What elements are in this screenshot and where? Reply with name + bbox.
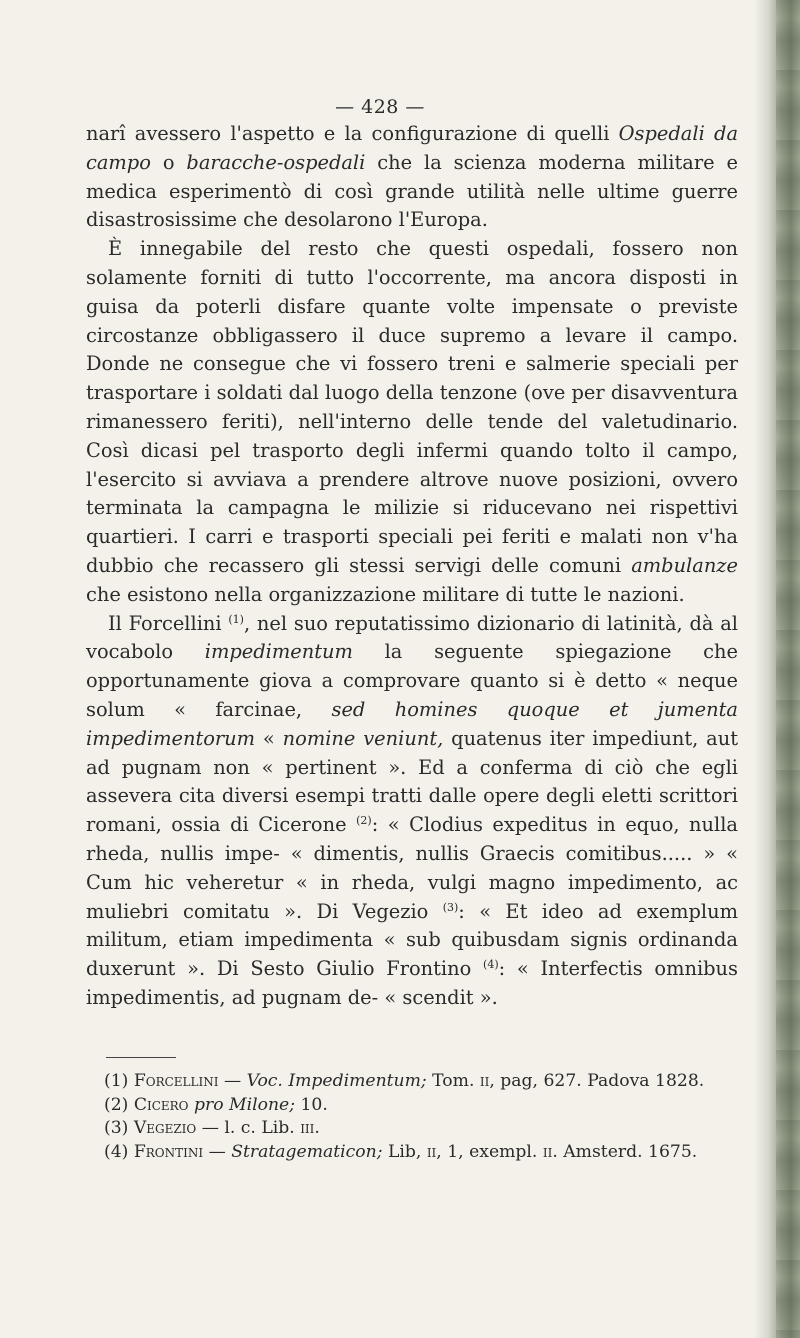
italic-text: Ospedali da campo — [86, 122, 738, 174]
footnote-4 — [104, 1141, 744, 1165]
text-run: È innegabile del resto che questi ospedali, fossero non solamente forniti di tutto l'occorrente, ma ancora disposti in guisa da poterli disfare quante volte impensate o previste circostanze obbligassero il duce supremo a levare il campo. Donde ne consegue che vi fossero treni e salmerie speciali per trasportare i soldati dal luogo della tenzone (ove per disavventura rimanessero feriti), nell'interno delle tende del valetudinario. Così dicasi pel trasporto degli infermi quando tolto il campo, l'esercito si avviava a prendere altrove nuove posizioni, ovvero terminata la campagna le milizie si riducevano nei rispettivi quartieri. I carri e trasporti speciali pei feriti e malati non v'ha dubbio che recassero gli stessi servigi delle comuni — [86, 237, 738, 577]
text-run: — l. c. Lib. — [196, 1118, 301, 1139]
footnote-3 — [104, 1117, 744, 1141]
page-edge-shadow — [754, 0, 800, 1338]
page-number: — 428 — — [335, 96, 425, 118]
paragraph-2 — [86, 235, 738, 609]
text-run: : « Et ideo ad exemplum militum, etiam impedimenta « sub quibusdam signis ordinanda duxerunt ». Di Sesto Giulio Frontino — [86, 899, 738, 981]
text-run: (1) — [104, 1071, 134, 1091]
text-run: la seguente spiegazione che opportunamente giova a comprovare quanto si è detto « neque solum « farcinae, — [86, 640, 738, 721]
text-run: , nel suo reputatissimo dizionario di latinità, dà al vocabolo — [86, 611, 739, 664]
italic-text: sed homines quoque et jumenta impedimentorum — [86, 697, 738, 750]
small-caps-text: Forcellini — [133, 1071, 219, 1091]
small-caps-text: Cicero — [133, 1094, 189, 1115]
italic-text: Voc. Impedimentum; — [246, 1071, 427, 1091]
italic-text: nomine veniunt, — [282, 726, 444, 750]
italic-text: Stratagematicon; — [231, 1141, 383, 1162]
text-run: « — [255, 726, 283, 750]
text-run: Il Forcellini — [108, 611, 229, 635]
text-run: (4) — [104, 1141, 134, 1162]
text-run: Tom. — [426, 1071, 480, 1091]
footnote-ref: (1) — [228, 612, 244, 626]
small-caps-text: ii — [479, 1071, 490, 1091]
footnote-separator — [106, 1057, 176, 1058]
italic-text: baracche-ospedali — [186, 150, 366, 174]
text-run: . — [314, 1118, 320, 1139]
footnote-1 — [104, 1070, 744, 1094]
text-run: o — [150, 150, 187, 174]
footnote-ref: (4) — [483, 958, 499, 972]
text-run: quatenus iter impediunt, aut ad pugnam non « pertinent ». Ed a conferma di ciò che egli assevera cita diversi esempi tratti dalle opere degli eletti scrittori romani, ossia di Cicerone — [86, 726, 738, 837]
small-caps-text: iii — [300, 1118, 315, 1139]
paragraph-1 — [86, 120, 738, 235]
text-run: (3) — [104, 1118, 134, 1139]
text-run: narî avessero l'aspetto e la configurazione di quelli — [86, 122, 619, 145]
italic-text: pro Milone; — [194, 1094, 296, 1115]
text-run: . Amsterd. 1675. — [552, 1141, 698, 1162]
small-caps-text: Frontini — [133, 1141, 204, 1162]
main-text — [86, 120, 738, 1013]
footnote-ref: (2) — [356, 814, 372, 828]
footnote-2 — [104, 1094, 744, 1118]
footnotes — [104, 1070, 744, 1164]
text-run: , 1, exempl. — [436, 1141, 543, 1162]
text-run: — — [203, 1141, 232, 1162]
text-run: che la scienza moderna militare e medica esperimentò di così grande utilità nelle ultime guerre disastrosissime che desolarono l'Europa. — [86, 150, 738, 232]
text-run: che esistono nella organizzazione militare di tutte le nazioni. — [86, 582, 685, 606]
text-run: 10. — [295, 1094, 328, 1115]
small-caps-text: ii — [542, 1141, 553, 1162]
small-caps-text: ii — [426, 1141, 437, 1162]
text-run: : « Interfectis omnibus impedimentis, ad pugnam de- « scendit ». — [86, 957, 738, 1009]
text-run: , pag, 627. Padova 1828. — [489, 1071, 705, 1091]
italic-text: ambulanze — [631, 553, 738, 577]
italic-text: impedimentum — [204, 640, 353, 664]
text-run: Lib, — [382, 1141, 427, 1162]
footnote-ref: (3) — [442, 900, 459, 914]
text-run: : « Clodius expeditus in equo, nulla rheda, nullis impe- « dimentis, nullis Graecis comitibus..... » « Cum hic veheretur « in rheda, vulgi magno impedimento, ac muliebri comitatu ». Di Vegezio — [86, 813, 738, 923]
small-caps-text: Vegezio — [133, 1118, 197, 1139]
text-run: (2) — [104, 1094, 134, 1115]
paragraph-3 — [86, 610, 738, 1013]
text-run: — — [218, 1071, 247, 1091]
